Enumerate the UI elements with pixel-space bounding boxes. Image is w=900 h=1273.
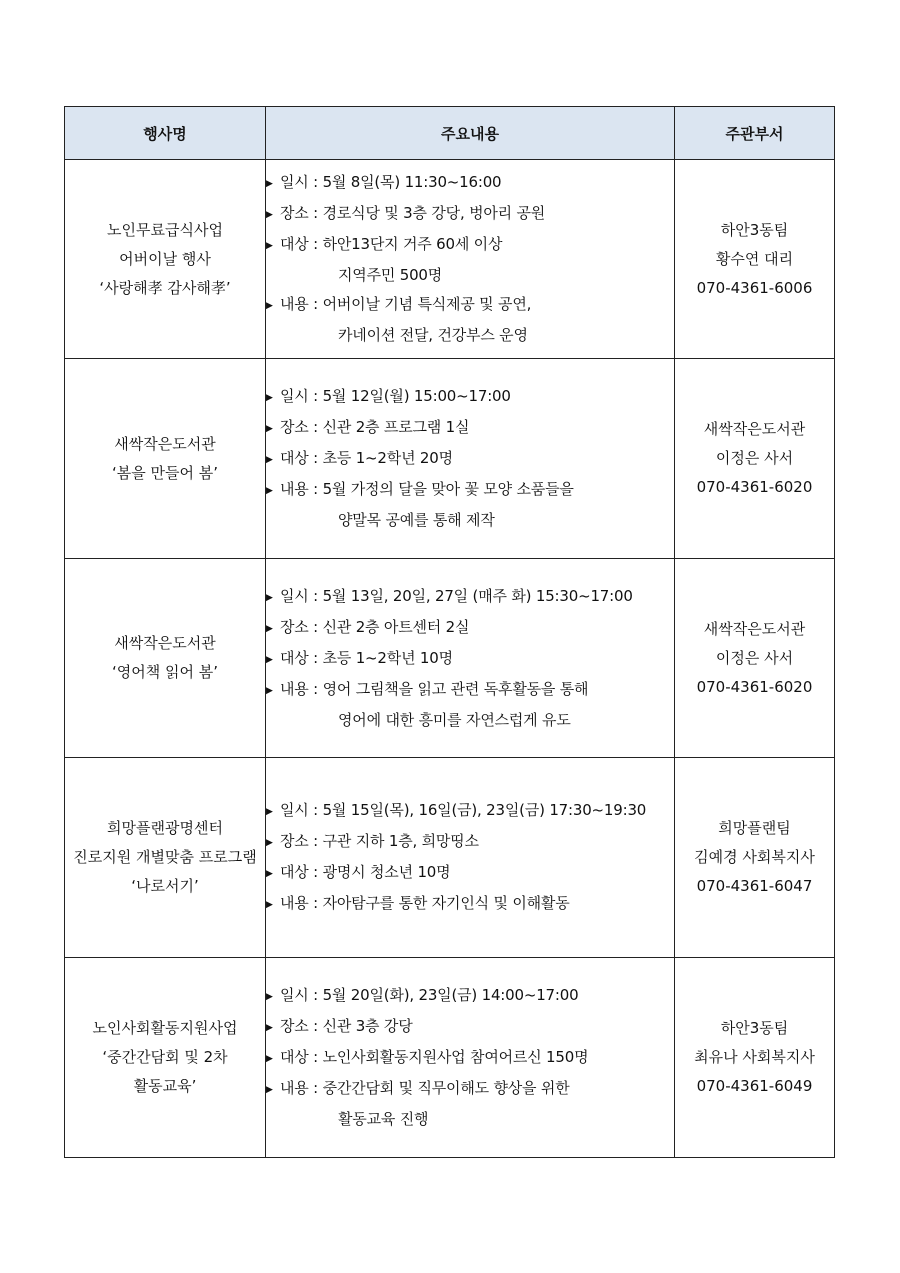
table-row [65,359,835,559]
department-contact-person: 황수연 대리 [715,249,794,268]
department-cell [675,359,835,559]
bullet-icon: ▶ [266,424,273,434]
event-name-line: 노인무료급식사업 [107,220,223,239]
event-name-line: 노인사회활동지원사업 [92,1019,238,1037]
bullet-icon: ▶ [266,1085,273,1095]
detail-text: 일시 : 5월 13일, 20일, 27일 (매주 화) 15:30~17:00 [280,586,633,605]
detail-text: 양말목 공예를 통해 제작 [338,511,495,529]
department-phone: 070-4361-6049 [696,1077,813,1095]
bullet-icon: ▶ [266,301,273,311]
detail-item [266,1074,674,1105]
event-name-cell [65,958,266,1158]
detail-text: 대상 : 초등 1~2학년 20명 [280,449,453,467]
detail-item [266,444,674,475]
detail-text: 내용 : 어버이날 기념 특식제공 및 공연, [280,295,532,313]
header-event-name: 행사명 [65,107,266,160]
detail-item [266,475,674,506]
detail-item [266,675,674,706]
bullet-icon: ▶ [266,654,273,665]
event-name-line: 어버이날 행사 [119,249,211,268]
detail-item [266,382,674,413]
department-contact-person: 김예경 사회복지사 [694,848,815,866]
department-cell [675,758,835,958]
detail-text: 일시 : 5월 12일(월) 15:00~17:00 [280,387,511,405]
detail-item [266,290,674,321]
detail-text: 장소 : 경로식당 및 3층 강당, 벙아리 공원 [280,204,546,222]
header-department: 주관부서 [675,107,835,160]
bullet-icon: ▶ [266,623,273,634]
detail-item [266,827,674,858]
detail-item [266,413,674,444]
bullet-icon: ▶ [266,992,273,1002]
detail-text: 대상 : 하안13단지 거주 60세 이상 [280,235,503,253]
bullet-icon: ▶ [266,899,273,910]
detail-item [266,613,674,644]
department-phone: 070-4361-6047 [696,877,813,895]
department-phone: 070-4361-6006 [696,278,813,297]
department-phone: 070-4361-6020 [696,677,813,696]
department-team: 하안3동팀 [720,220,789,239]
event-name-line: 새싹작은도서관 [114,434,216,453]
event-details-cell [266,958,675,1158]
department-cell [675,160,835,359]
bullet-icon: ▶ [266,592,273,603]
detail-text: 내용 : 자아탐구를 통한 자기인식 및 이해활동 [280,893,570,912]
department-cell [675,559,835,758]
department-team: 새싹작은도서관 [703,420,806,438]
bullet-icon: ▶ [266,806,273,817]
detail-text: 내용 : 5월 가정의 달을 맞아 꽃 모양 소품들을 [280,480,574,498]
department-phone: 070-4361-6020 [696,478,813,496]
table-row [65,958,835,1158]
department-team: 하안3동팀 [720,1019,789,1037]
bullet-icon: ▶ [266,393,273,403]
detail-continuation [266,706,674,735]
detail-text: 내용 : 중간간담회 및 직무이해도 향상을 위한 [280,1079,570,1097]
detail-continuation [266,261,674,290]
detail-text: 활동교육 진행 [338,1110,429,1128]
bullet-icon: ▶ [266,685,273,696]
detail-item [266,981,674,1012]
event-name-cell [65,359,266,559]
detail-item [266,796,674,827]
detail-item [266,644,674,675]
detail-item [266,858,674,889]
event-details-cell [266,758,675,958]
department-cell [675,958,835,1158]
detail-item [266,1012,674,1043]
detail-text: 일시 : 5월 20일(화), 23일(금) 14:00~17:00 [280,986,579,1004]
event-name-cell [65,758,266,958]
department-contact-person: 이정은 사서 [715,449,794,467]
detail-text: 일시 : 5월 15일(목), 16일(금), 23일(금) 17:30~19:30 [280,800,647,819]
detail-item [266,889,674,920]
event-name-line: 활동교육’ [133,1077,197,1095]
event-details-cell [266,559,675,758]
table-row [65,559,835,758]
event-name-line: ‘봄을 만들어 봄’ [111,463,218,482]
detail-text: 장소 : 구관 지하 1층, 희망띵소 [280,831,479,850]
event-name-line: 희망플랜광명센터 [107,819,223,837]
event-name-line: ‘영어책 읽어 봄’ [111,663,218,681]
header-main-content: 주요내용 [266,107,675,160]
detail-item [266,199,674,230]
detail-continuation [266,1105,674,1134]
event-name-cell [65,160,266,359]
bullet-icon: ▶ [266,210,273,220]
detail-text: 영어에 대한 흥미를 자연스럽게 유도 [338,710,571,729]
department-team: 새싹작은도서관 [703,619,806,638]
department-team: 희망플랜팀 [718,819,791,837]
detail-item [266,230,674,261]
detail-text: 대상 : 광명시 청소년 10명 [280,862,451,881]
detail-text: 대상 : 초등 1~2학년 10명 [280,648,453,667]
department-contact-person: 이정은 사서 [715,648,794,667]
detail-text: 내용 : 영어 그림책을 읽고 관련 독후활동을 통해 [280,679,589,698]
event-name-line: ‘나로서기’ [131,877,199,895]
event-name-line: 새싹작은도서관 [114,634,216,652]
bullet-icon: ▶ [266,241,273,251]
events-table [64,106,835,1158]
detail-text: 대상 : 노인사회활동지원사업 참여어르신 150명 [280,1048,589,1066]
detail-text: 카네이션 전달, 건강부스 운영 [338,326,528,344]
detail-text: 장소 : 신관 3층 강당 [280,1017,413,1035]
detail-continuation [266,321,674,350]
table-row [65,758,835,958]
event-name-cell [65,559,266,758]
department-contact-person: 최유나 사회복지사 [694,1048,815,1066]
bullet-icon: ▶ [266,868,273,879]
event-details-cell [266,359,675,559]
detail-text: 일시 : 5월 8일(목) 11:30~16:00 [280,173,502,191]
detail-text: 장소 : 신관 2층 프로그램 1실 [280,418,470,436]
bullet-icon: ▶ [266,1054,273,1064]
header-row [65,107,835,160]
detail-continuation [266,506,674,535]
detail-item [266,582,674,613]
event-name-line: ‘사랑해孝 감사해孝’ [99,278,231,297]
event-name-line: ‘중간간담회 및 2차 [102,1048,228,1066]
table-row [65,160,835,359]
event-name-line: 진로지원 개별맞춤 프로그램 [73,848,257,866]
event-details-cell [266,160,675,359]
detail-item [266,1043,674,1074]
bullet-icon: ▶ [266,1023,273,1033]
bullet-icon: ▶ [266,179,273,189]
bullet-icon: ▶ [266,837,273,848]
bullet-icon: ▶ [266,455,273,465]
detail-item [266,168,674,199]
detail-text: 지역주민 500명 [338,266,443,284]
bullet-icon: ▶ [266,486,273,496]
detail-text: 장소 : 신관 2층 아트센터 2실 [280,617,470,636]
